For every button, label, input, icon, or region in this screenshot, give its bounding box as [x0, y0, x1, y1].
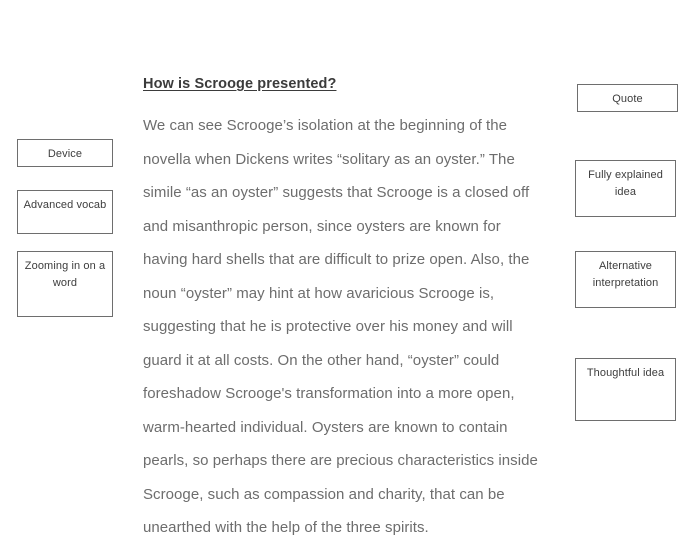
annotation-box-fully-explained-idea[interactable]: Fully explained idea: [575, 160, 676, 217]
annotation-box-zooming-in-on-a-word[interactable]: Zooming in on a word: [17, 251, 113, 317]
annotation-box-thoughtful-idea[interactable]: Thoughtful idea: [575, 358, 676, 421]
annotation-box-device[interactable]: Device: [17, 139, 113, 167]
annotation-box-advanced-vocab[interactable]: Advanced vocab: [17, 190, 113, 234]
model-answer-block: [143, 76, 547, 545]
model-answer-paragraph: We can see Scrooge’s isolation at the beginning of the novella when Dickens writes “solitary as an oyster.” The simile “as an oyster” suggests that Scrooge is a closed off and misanthropic person, since oysters are known for having hard shells that are difficult to prize open. Also, the noun “oyster” may hint at how avaricious Scrooge is, suggesting that he is protective over his money and will guard it at all costs. On the other hand, “oyster” could foreshadow Scrooge's transformation into a more open, warm-hearted individual. Oysters are known to contain pearls, so perhaps there are precious characteristics inside Scrooge, such as compassion and charity, that can be unearthed with the help of the three spirits.: [143, 117, 538, 537]
annotation-box-quote[interactable]: Quote: [577, 84, 678, 112]
annotation-box-alternative-interpretation[interactable]: Alternative interpretation: [575, 251, 676, 308]
page-title: How is Scrooge presented?: [143, 76, 337, 92]
